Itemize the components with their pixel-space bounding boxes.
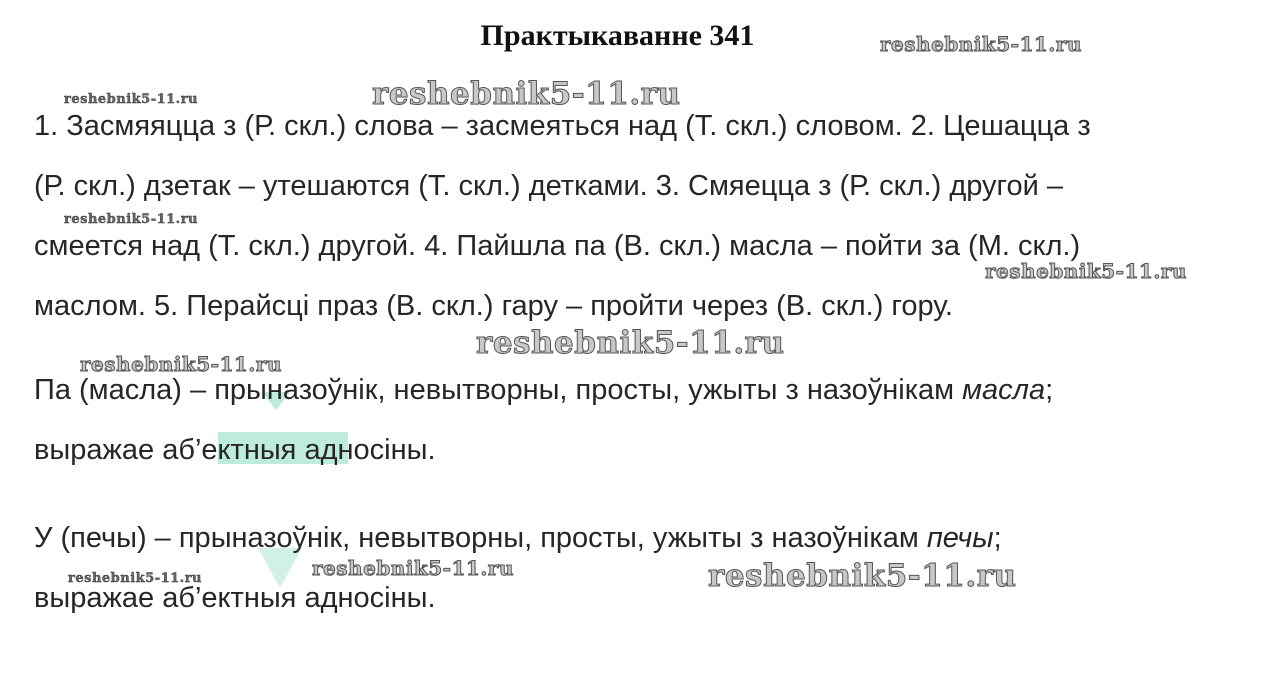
text-line: маслом. 5. Перайсці праз (В. скл.) гару – пройти через (В. скл.) гору. <box>34 290 953 322</box>
watermark: reshebnik5-11.ru <box>68 571 203 586</box>
line-end: ; <box>1045 374 1054 406</box>
analysis-paragraph <box>34 360 1219 480</box>
watermark: reshebnik5-11.ru <box>312 556 514 580</box>
watermark: reshebnik5-11.ru <box>80 352 282 376</box>
analysis-paragraph <box>34 508 1219 628</box>
answer-paragraph <box>34 96 1219 336</box>
italic-word: печы <box>926 522 994 554</box>
watermark: reshebnik5-11.ru <box>64 92 199 107</box>
watermark: reshebnik5-11.ru <box>476 325 785 361</box>
text-line: (Р. скл.) дзетак – утешаются (Т. скл.) детками. 3. Смяецца з (Р. скл.) другой – <box>34 170 1064 202</box>
text-line: выражае аб’ектныя адносіны. <box>34 434 436 466</box>
watermark: reshebnik5-11.ru <box>372 76 681 112</box>
text-line: 1. Засмяяцца з (Р. скл.) слова – засмеяться над (Т. скл.) словом. 2. Цешацца з <box>34 110 1091 142</box>
watermark: reshebnik5-11.ru <box>880 32 1082 56</box>
text-line <box>34 508 1219 568</box>
page-title: Практыкаванне 341 <box>480 19 755 52</box>
text-line: смеется над (Т. скл.) другой. 4. Пайшла па (В. скл.) масла – пойти за (М. скл.) <box>34 230 1081 262</box>
line-text: Па (масла) – прыназоўнік, невытворны, просты, ужыты з назоўнікам <box>34 374 963 406</box>
line-text: У (печы) – прыназоўнік, невытворны, просты, ужыты з назоўнікам <box>34 522 927 554</box>
watermark: reshebnik5-11.ru <box>64 212 199 227</box>
watermark: reshebnik5-11.ru <box>985 259 1187 283</box>
watermark: reshebnik5-11.ru <box>708 558 1017 594</box>
text-line: выражае аб’ектныя адносіны. <box>34 582 436 614</box>
line-end: ; <box>993 522 1002 554</box>
italic-word: масла <box>962 374 1046 406</box>
